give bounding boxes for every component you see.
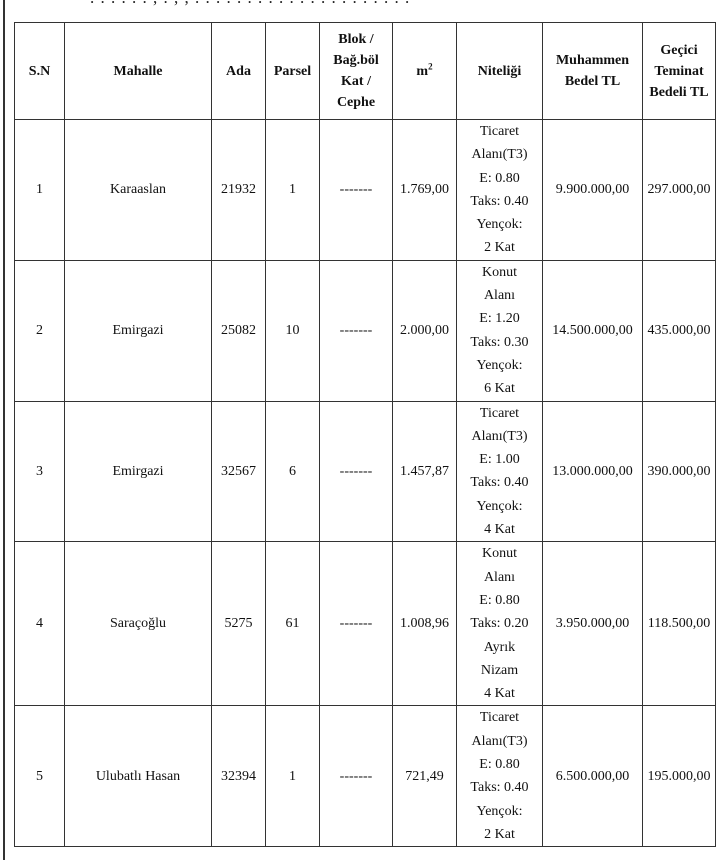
nitelik-line: E: 1.00 [479,452,520,468]
header-row [15,23,716,120]
cell-muhammen: 13.000.000,00 [543,401,643,542]
cell-mahalle: Emirgazi [65,401,212,542]
nitelik-line: 2 Kat [484,826,515,842]
cell-blok: ------- [320,706,393,847]
cell-ada: 25082 [212,260,266,401]
header-blok-line: Bağ.böl [333,53,379,68]
cell-m2: 2.000,00 [393,260,457,401]
nitelik-line: Ticaret [479,405,520,421]
nitelik-line: Taks: 0.20 [470,616,529,632]
header-blok-line: Cephe [336,95,376,110]
nitelik-line: E: 0.80 [479,592,520,608]
nitelik-line: Alanı(T3) [471,147,528,163]
nitelik-line: Taks: 0.30 [470,334,529,350]
cell-mahalle: Karaaslan [65,120,212,261]
header-muhammen-line: Bedel TL [564,74,621,89]
cell-parsel: 1 [266,120,320,261]
cell-ada: 21932 [212,120,266,261]
cell-mahalle: Ulubatlı Hasan [65,706,212,847]
nitelik-line: Alanı(T3) [471,428,528,444]
table-row [15,260,716,401]
cell-muhammen: 14.500.000,00 [543,260,643,401]
cell-parsel: 10 [266,260,320,401]
header-m2-sup: 2 [428,60,433,71]
nitelik-line: E: 0.80 [479,757,520,773]
nitelik-line: Ayrık [483,639,516,655]
cell-mahalle: Saraçoğlu [65,542,212,706]
header-teminat-line: Teminat [654,63,704,79]
cell-sn: 5 [15,706,65,847]
cell-parsel: 6 [266,401,320,542]
page-margin-rule [3,0,5,860]
cell-ada: 5275 [212,542,266,706]
header-muhammen [543,23,643,120]
nitelik-line: Alanı [483,288,516,304]
cell-teminat: 297.000,00 [643,120,716,261]
cut-off-text-fragment [0,0,720,22]
cell-ada: 32567 [212,401,266,542]
cell-nitelik [457,120,543,261]
header-ada: Ada [212,23,266,120]
nitelik-line: 2 Kat [484,240,515,256]
cell-sn: 4 [15,542,65,706]
header-sn: S.N [15,23,65,120]
nitelik-line: Yençok: [476,357,523,373]
cell-parsel: 61 [266,542,320,706]
nitelik-line: 6 Kat [484,381,515,397]
nitelik-line: E: 1.20 [479,311,520,327]
cell-blok: ------- [320,542,393,706]
property-listing-table [14,22,716,847]
cell-ada: 32394 [212,706,266,847]
cell-teminat: 118.500,00 [643,542,716,706]
header-teminat-line: Geçici [660,42,698,58]
header-blok-line: Blok / [338,32,374,47]
cell-teminat: 195.000,00 [643,706,716,847]
table-row [15,120,716,261]
nitelik-line: Ticaret [479,124,520,139]
nitelik-line: Alanı [483,569,516,585]
header-m2 [393,23,457,120]
header-niteligi: Niteliği [457,23,543,120]
nitelik-line: Yençok: [476,803,523,819]
cell-m2: 1.457,87 [393,401,457,542]
nitelik-line: Yençok: [476,498,523,514]
table-row [15,706,716,847]
header-muhammen-line: Muhammen [555,53,630,68]
cell-sn: 1 [15,120,65,261]
nitelik-line: Taks: 0.40 [470,193,529,209]
cell-m2: 1.769,00 [393,120,457,261]
header-teminat-line: Bedeli TL [649,84,709,100]
nitelik-line: Konut [482,546,517,562]
header-teminat [643,23,716,120]
cell-muhammen: 9.900.000,00 [543,120,643,261]
header-m2-base: m [416,63,429,79]
nitelik-line: Alanı(T3) [471,733,528,749]
header-blok-line: Kat / [341,74,371,89]
cell-nitelik [457,706,543,847]
cell-blok: ------- [320,120,393,261]
cell-nitelik [457,542,543,706]
table-row [15,542,716,706]
cell-m2: 721,49 [393,706,457,847]
cell-teminat: 390.000,00 [643,401,716,542]
cell-muhammen: 6.500.000,00 [543,706,643,847]
cell-nitelik [457,401,543,542]
nitelik-line: 4 Kat [484,686,515,702]
cell-sn: 2 [15,260,65,401]
cell-m2: 1.008,96 [393,542,457,706]
cell-blok: ------- [320,260,393,401]
header-mahalle: Mahalle [65,23,212,120]
header-blok [320,23,393,120]
cell-blok: ------- [320,401,393,542]
cell-sn: 3 [15,401,65,542]
cell-parsel: 1 [266,706,320,847]
nitelik-line: Ticaret [479,710,520,726]
cell-muhammen: 3.950.000,00 [543,542,643,706]
header-parsel: Parsel [266,23,320,120]
nitelik-line: Nizam [480,662,519,678]
nitelik-line: Taks: 0.40 [470,475,529,491]
cell-mahalle: Emirgazi [65,260,212,401]
nitelik-line: Yençok: [476,217,523,233]
cell-teminat: 435.000,00 [643,260,716,401]
cell-nitelik [457,260,543,401]
nitelik-line: Taks: 0.40 [470,780,529,796]
nitelik-line: 4 Kat [484,522,515,538]
nitelik-line: E: 0.80 [479,170,520,186]
nitelik-line: Konut [482,264,517,280]
table-row [15,401,716,542]
